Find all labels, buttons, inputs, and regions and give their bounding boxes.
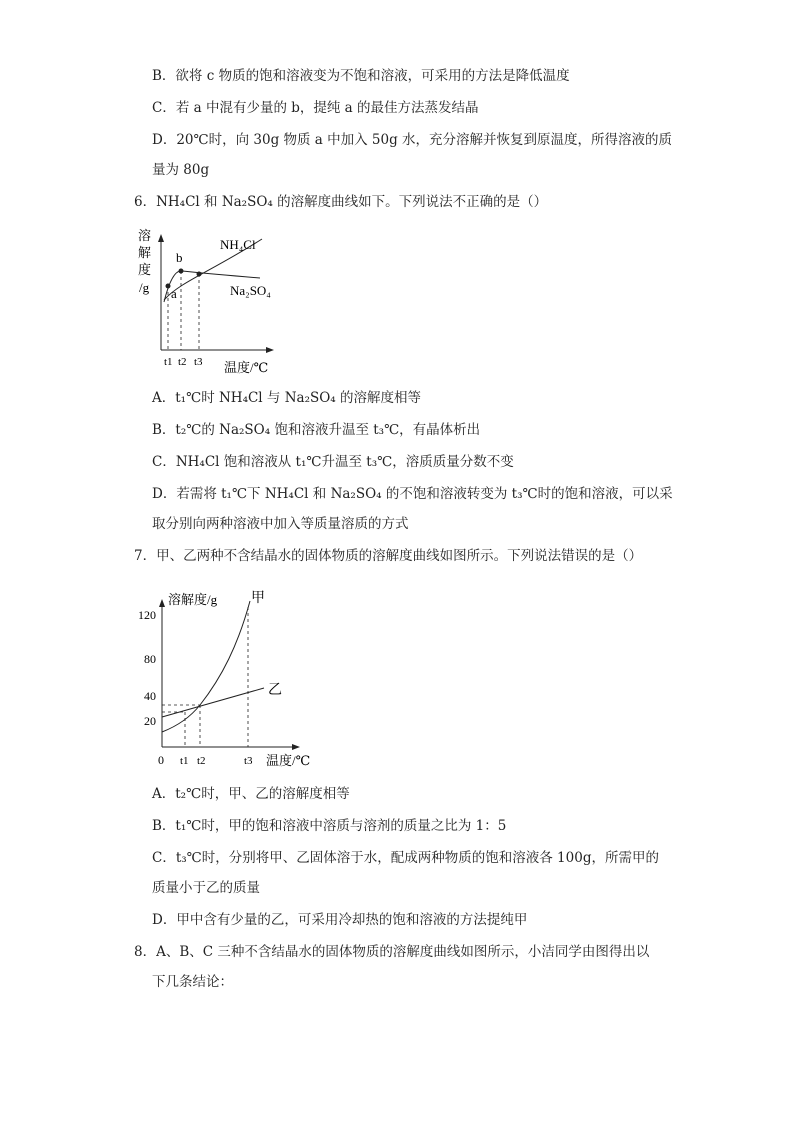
q6-label-b: b bbox=[176, 250, 183, 265]
q6-option-d-line2: 取分别向两种溶液中加入等质量溶质的方式 bbox=[152, 516, 409, 532]
q6-option-a: A．t₁℃时 NH₄Cl 与 Na₂SO₄ 的溶解度相等 bbox=[152, 390, 421, 406]
q6-label-a: a bbox=[171, 286, 177, 301]
q7-option-c-line1: C．t₃℃时，分别将甲、乙固体溶于水，配成两种物质的饱和溶液各 100g，所需甲的 bbox=[152, 850, 659, 866]
q6-ylabel-1: 溶 bbox=[138, 228, 152, 243]
q6-label-na2so4: Na₂SO₄ bbox=[230, 283, 271, 298]
q6-option-c: C．NH₄Cl 饱和溶液从 t₁℃升温至 t₃℃，溶质质量分数不变 bbox=[152, 454, 514, 470]
q7-option-b: B．t₁℃时，甲的饱和溶液中溶质与溶剂的质量之比为 1：5 bbox=[152, 818, 507, 834]
q7-option-d: D．甲中含有少量的乙，可采用冷却热的饱和溶液的方法提纯甲 bbox=[152, 912, 528, 928]
q8-stem-line2: 下几条结论： bbox=[152, 974, 233, 990]
q7-stem: 7．甲、乙两种不含结晶水的固体物质的溶解度曲线如图所示。下列说法错误的是（） bbox=[134, 548, 643, 564]
q6-x-arrow bbox=[266, 347, 274, 353]
q8-stem-line1: 8．A、B、C 三种不含结晶水的固体物质的溶解度曲线如图所示，小洁同学由图得出以 bbox=[134, 944, 650, 960]
q5-option-c: C．若 a 中混有少量的 b，提纯 a 的最佳方法蒸发结晶 bbox=[152, 100, 479, 116]
q6-option-d-line1: D．若需将 t₁℃下 NH₄Cl 和 Na₂SO₄ 的不饱和溶液转变为 t₃℃时的饱和溶液，可以采 bbox=[152, 486, 673, 502]
q6-ylabel-4: /g bbox=[139, 280, 150, 295]
q7-origin: 0 bbox=[158, 753, 164, 767]
q6-label-nh4cl: NH₄Cl bbox=[220, 237, 256, 252]
q6-ylabel-2: 解 bbox=[138, 245, 152, 260]
q6-y-arrow bbox=[158, 234, 164, 242]
q6-ylabel-3: 度 bbox=[138, 262, 152, 277]
q7-tick-t1: t1 bbox=[180, 755, 189, 767]
q5-option-b: B．欲将 c 物质的饱和溶液变为不饱和溶液，可采用的方法是降低温度 bbox=[152, 68, 570, 84]
q7-ytick-80: 80 bbox=[144, 652, 156, 666]
q7-tick-t2: t2 bbox=[197, 755, 206, 767]
q6-tick-t3: t3 bbox=[194, 356, 203, 368]
q7-yi-curve bbox=[162, 688, 264, 717]
q7-solubility-figure bbox=[130, 585, 330, 775]
q7-ylabel: 溶解度/g bbox=[168, 592, 218, 607]
q7-ytick-120: 120 bbox=[138, 608, 156, 622]
q7-ytick-20: 20 bbox=[144, 714, 156, 728]
q7-tick-t3: t3 bbox=[244, 755, 253, 767]
q7-x-arrow bbox=[292, 744, 300, 750]
q5-option-d-line2: 量为 80g bbox=[152, 162, 210, 178]
q7-label-jia: 甲 bbox=[251, 591, 265, 606]
q6-tick-t2: t2 bbox=[178, 356, 187, 368]
q7-xlabel: 温度/℃ bbox=[266, 753, 311, 768]
q5-option-d-line1: D．20℃时，向 30g 物质 a 中加入 50g 水，充分溶解并恢复到原温度，所得溶液的质 bbox=[152, 132, 673, 148]
q7-label-yi: 乙 bbox=[268, 683, 282, 698]
q6-solubility-figure bbox=[130, 222, 290, 380]
q7-ytick-40: 40 bbox=[144, 689, 156, 703]
q6-stem: 6．NH₄Cl 和 Na₂SO₄ 的溶解度曲线如下。下列说法不正确的是（） bbox=[134, 194, 548, 210]
q7-y-arrow bbox=[159, 599, 165, 607]
q6-xlabel: 温度/℃ bbox=[224, 360, 269, 375]
q7-option-a: A．t₂℃时，甲、乙的溶解度相等 bbox=[152, 786, 350, 802]
q6-tick-t1: t1 bbox=[164, 356, 173, 368]
q6-option-b: B．t₂℃的 Na₂SO₄ 饱和溶液升温至 t₃℃，有晶体析出 bbox=[152, 422, 481, 438]
q7-option-c-line2: 质量小于乙的质量 bbox=[152, 880, 260, 896]
